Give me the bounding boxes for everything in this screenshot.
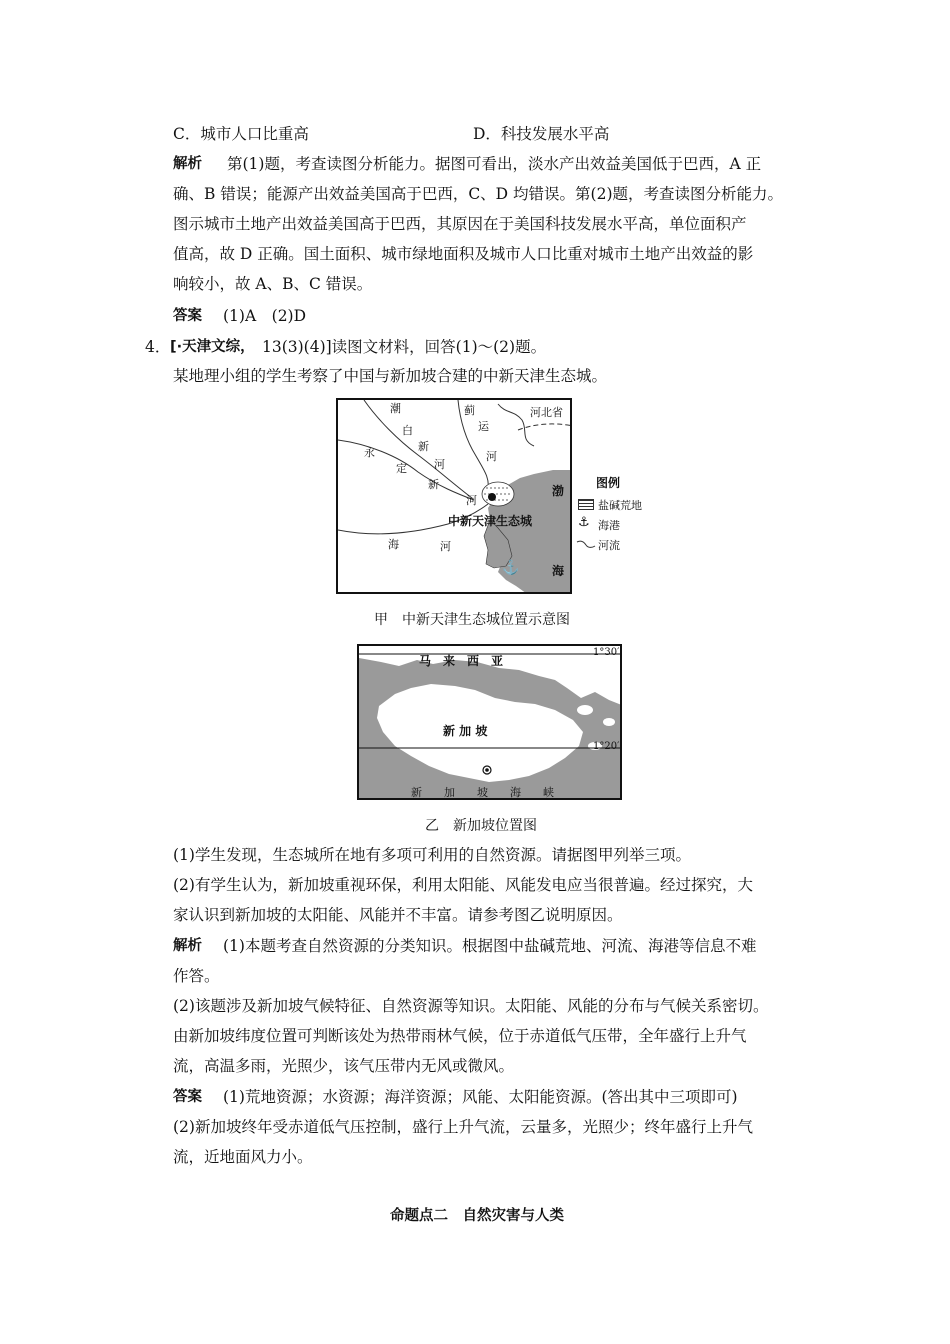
label-ji: 蓟 [464,404,475,417]
label-he1: 河 [434,458,445,471]
question-prompt: 13(3)(4)]读图文材料，回答(1)～(2)题。 [262,338,547,356]
analysis-line: 由新加坡纬度位置可判断该处为热带雨林气候，位于赤道低气压带，全年盛行上升气 [173,1027,747,1045]
coastline-river [498,404,534,446]
label-yun: 运 [478,420,489,433]
question-intro: 某地理小组的学生考察了中国与新加坡合建的中新天津生态城。 [173,367,608,385]
eco-city-dot [488,493,496,501]
answer-label: 答案 [173,1089,202,1105]
label-he3: 河 [486,450,497,463]
section-heading: 命题点二 自然灾害与人类 [390,1208,564,1224]
label-bai: 白 [402,424,413,437]
question-item: 家认识到新加坡的太阳能、风能并不丰富。请参考图乙说明原因。 [173,906,623,924]
label-lat-1-20: 1°20′ [593,741,620,752]
question-source: [·天津文综， [170,339,255,355]
analysis-line: 值高，故 D 正确。国土面积、城市绿地面积及城市人口比重对城市土地产出效益的影 [173,245,754,263]
label-lat-1-30: 1°30′ [593,647,620,658]
label-yong: 永 [364,446,375,459]
question-item: (1)学生发现，生态城所在地有多项可利用的自然资源。请据图甲列举三项。 [173,846,691,864]
answer-line: (2)新加坡终年受赤道低气压控制，盛行上升气流，云量多，光照少；终年盛行上升气 [173,1118,753,1136]
label-strait: 新 加 坡 海 峡 [411,786,554,799]
legend-item: 海港 [598,519,620,532]
answer-label: 答案 [173,308,202,324]
label-eco-city: 中新天津生态城 [448,514,533,528]
label-singapore: 新 加 坡 [443,724,488,738]
label-ding: 定 [396,462,407,475]
hebei-boundary [518,424,572,430]
anchor-legend-icon: ⚓ [578,515,590,530]
analysis-line: 响较小，故 A、B、C 错误。 [173,275,373,293]
answer-line: 流，近地面风力小。 [173,1148,313,1166]
label-he2: 河 [466,494,477,507]
analysis-line: 作答。 [173,967,220,985]
river-legend-icon [576,538,596,550]
label-xin1: 新 [418,440,429,453]
singapore-city-marker [485,768,489,772]
analysis-label: 解析 [173,938,202,954]
map-yi [357,644,622,800]
map-jia [336,398,572,594]
saline-legend-icon [578,499,594,510]
analysis-line: 图示城市土地产出效益美国高于巴西，其原因在于美国科技发展水平高，单位面积产 [173,215,747,233]
label-he4: 河 [440,540,451,553]
analysis-line: 第(1)题，考查读图分析能力。据图可看出，淡水产出效益美国低于巴西，A 正 [227,155,762,173]
label-malaysia: 马 来 西 亚 [419,654,504,668]
legend-title: 图例 [596,476,621,490]
answer-line: (1)荒地资源；水资源；海洋资源；风能、太阳能资源。(答出其中三项即可) [223,1088,738,1106]
answer-text: (1)A (2)D [223,307,307,325]
analysis-line: (1)本题考查自然资源的分类知识。根据图中盐碱荒地、河流、海港等信息不难 [223,937,757,955]
analysis-line: 流，高温多雨，光照少，该气压带内无风或微风。 [173,1057,515,1075]
question-number: 4． [145,338,171,356]
question-item: (2)有学生认为，新加坡重视环保，利用太阳能、风能发电应当很普遍。经过探究，大 [173,876,753,894]
label-chao: 潮 [390,402,401,415]
label-hai2: 海 [552,564,565,578]
anchor-icon: ⚓ [502,560,520,576]
legend-item: 盐碱荒地 [598,499,642,512]
label-bo: 渤 [552,484,565,498]
option-d: D．科技发展水平高 [473,125,610,143]
analysis-line: (2)该题涉及新加坡气候特征、自然资源等知识。太阳能、风能的分布与气候关系密切。 [173,997,769,1015]
label-hebei: 河北省 [530,406,563,419]
analysis-line: 确、B 错误；能源产出效益美国高于巴西，C、D 均错误。第(2)题，考查读图分析能力。 [173,185,783,203]
analysis-label: 解析 [173,156,202,172]
label-xin2: 新 [428,478,439,491]
label-hai1: 海 [388,538,399,551]
map-yi-drawing [359,646,622,800]
legend-item: 河流 [598,539,620,552]
map-yi-caption: 乙 新加坡位置图 [425,818,537,834]
option-c: C．城市人口比重高 [173,125,309,143]
map-jia-drawing [338,400,572,594]
map-jia-caption: 甲 中新天津生态城位置示意图 [374,612,570,628]
